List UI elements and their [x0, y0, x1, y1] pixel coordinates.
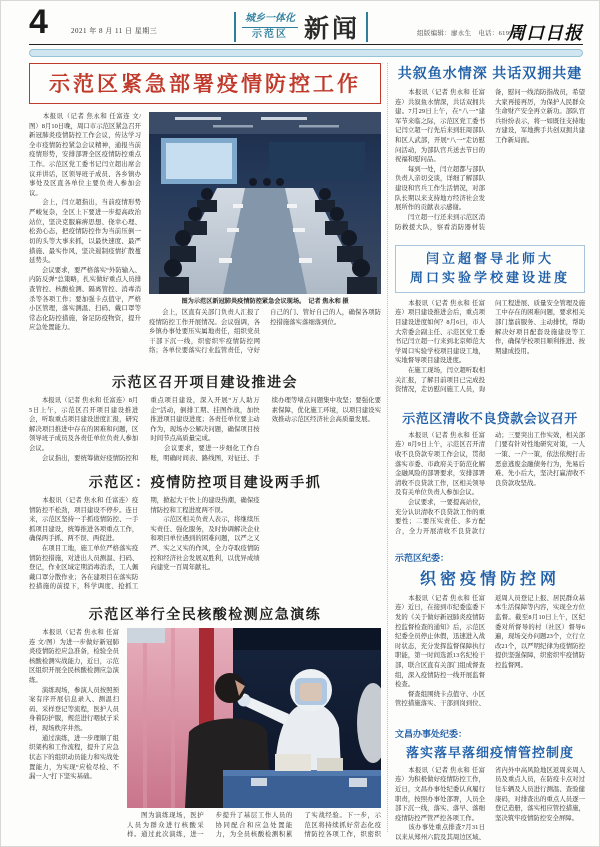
- meeting-photo: [149, 112, 381, 294]
- masthead-divider-right: [366, 12, 368, 42]
- headline-school-inspect-line1: 闫立超督导北师大: [425, 251, 554, 266]
- headline-army-bond: 共叙鱼水情深 共话双拥共建: [397, 67, 583, 82]
- headline-control-system: 落实落早落细疫情管控制度: [405, 744, 574, 760]
- article-drill: [29, 628, 381, 847]
- column-divider: [387, 63, 388, 832]
- drill-photo-captions: 图为演练现场，医护人员为群众进行核酸采样。通过此次演练，进一步提升了基层工作人员的协同配合和应急处置能力，为全员核酸检测积累了实战经验。下一步，示范区将持续抓好常态化疫情防控各项工作，织密织: [127, 812, 381, 839]
- main-column: [29, 63, 381, 847]
- date-line: 2021 年 8 月 11 日 星期三: [71, 27, 158, 35]
- editor-info: 组版编辑：廖永生 电话：6199516: [417, 30, 524, 37]
- article-school-inspect-body: 本报讯（记者 焦永和 任富连）项目建设推进会后，重点项目建设进度如何？8月6日，市人大常委会副主任、示范区党工委书记闫立超一行来到北京师范大学周口实验学校项目建设工地，实地督导项目建设进度。 在施工现场，闫立超听取相关汇报，了解目前项目已完成投资情况，走访慰问施工人员，询问工程进展、质量安全管理及施工中存在的困难问题，要求相关部门靠前服务、主动排忧，帮助解决好项目配套设施建设等工作，确保学校项目顺利推进、按期建成投用。: [395, 299, 585, 394]
- article-army-bond-body: 本报讯（记者 焦永和 任富连）共叙鱼水情深，共话双拥共建。7月29日上午，在“八一”建军节来临之际，示范区党工委书记闫立超一行先后来到驻周部队和区人武部，开展“八一”走访慰问活动，为部队官兵送去节日的祝福和慰问品。 每到一处，闫立超都与部队负责人亲切交谈，详细了解部队建设和官兵工作生活情况，对部队长期以来支持地方经济社会发展所作的贡献表示感谢。 闫立超一行还来到示范区消防救援大队，察看消防器材装备，慰问一线消防指战员，希望大家再接再厉，为保护人民群众生命财产安全再立新功。部队官兵纷纷表示，将一如既往支持地方建设，军地携手共创双拥共建工作新局面。: [395, 89, 585, 231]
- article-epidemic-deploy: [29, 112, 381, 366]
- section-line1: 城乡一体化: [242, 13, 298, 28]
- lead-headline-box: [29, 63, 381, 104]
- lead-headline: 示范区紧急部署疫情防控工作: [49, 72, 361, 96]
- article-two-hands-body: 本报讯（记者 焦永和 任富连）疫情防控不松劲，项目建设不停步。连日来，示范区坚持一手抓疫情防控、一手抓项目建设，统筹推进各项重点工作，确保两手抓、两不误、两促进。 在项目工地，施工单位严格落实疫情防控措施，对进出人员测温、扫码、登记，作业区域定期消毒消杀，工人佩戴口罩分散作业；各在建项目在落实防控措施的前提下，科学调度、抢抓工期，掀起大干快上的建设热潮，确保疫情防控和工程进度两不误。 示范区相关负责人表示，将继续压实责任、强化服务，及时协调解决企业和项目单位遇到的困难问题，以严之又严、实之又实的作风，全力夺取疫情防控和经济社会发展双胜利，以优异成绩向建党一百周年献礼。: [29, 497, 260, 591]
- article-project-meeting-body: 本报讯（记者 焦永和 任富连）8月5日上午，示范区召开项目建设推进会，听取重点项目建设进度汇报，研究解决项目推进中存在的困难和问题，区领导班子成员及各责任单位负责人参加会议。 会议指出，要统筹做好疫情防控和重点项目建设，深入开展“万人助万企”活动，倒排工期、挂图作战，加快推进项目建设进度；各责任单位要主动作为，现场办公解决问题，确保项目按时间节点高质量完成。 会议要求，要进一步细化工作台账，明确时间表、路线图，对征迁、手续办理等堵点问题集中攻坚；要强化要素保障，优化施工环境，以项目建设实效推动示范区经济社会高质量发展。: [29, 397, 381, 462]
- photo-caption: 图为示范区新冠肺炎疫情防控紧急会议现场。 记者 焦永和 摄: [181, 298, 349, 305]
- section-title: 新闻: [304, 16, 361, 43]
- article-loan-meeting-body: 本报讯（记者 焦永和 任富连）8月9日上午，示范区召开清收不良贷款专项工作会议，贯彻落实市委、市政府关于防范化解金融风险的部署要求，安排部署清收不良贷款工作，区相关领导及有关单位负责人参加会议。 会议要求，一要提高站位，充分认识清收不良贷款工作的重要性；二要压实责任、多方配合，全力开展清收不良贷款行动；三要突出工作实效，相关部门要有针对性地研究对策，一人一策、一户一策，依法依规打击恶意逃废金融债务行为，先易后难、先小后大，坚决打赢清收不良贷款攻坚战。: [395, 431, 585, 535]
- headline-two-hands: 示范区：疫情防控项目建设两手抓: [88, 476, 322, 491]
- headline-project-meeting: 示范区召开项目建设推进会: [112, 376, 298, 391]
- drill-photo-block: [127, 628, 381, 847]
- page-number: 4: [29, 3, 48, 41]
- masthead-divider-left: [234, 12, 236, 42]
- section-fraction: [242, 13, 298, 41]
- headline-drill: 示范区举行全民核酸检测应急演练: [88, 608, 322, 623]
- side-column: [395, 63, 585, 844]
- headline-loan-meeting: 示范区清收不良贷款会议召开: [402, 410, 578, 426]
- article-body-below-photo: 会上，区直有关部门负责人汇报了疫情防控工作开展情况。会议强调，各乡镇办事处要压实属地责任，组织党员干部下沉一线，织密织牢疫情防控网络；各单位要落实行业监管责任，守好自己的门、管好自己的人，确保各项防控措施落实落细落到位。: [149, 309, 381, 355]
- headline-school-inspect-box: [395, 245, 585, 293]
- kicker-wenchang-commission: 文昌办事处纪委：: [395, 728, 468, 739]
- article-control-system-body: 本报讯（记者 焦永和 任富连）为积极做好疫情防控工作，近日，文昌办事处纪委认真履行职责，按照办事处部署，人员全部下沉一线，落实、落早、落细疫情防控严管严控各项工作。 该办事处重点排查7月31日以来从郑州六院及其周边区域、省内外中高风险地区返周来周人员及重点人员，在防疫卡点对过往车辆及人员进行测温、查验健康码，对排查出的重点人员逐一登记造册，落实相应管控措施，坚决筑牢疫情防控安全屏障。: [395, 766, 585, 841]
- article-photo-block: [149, 112, 381, 366]
- header-accent-bar: [29, 49, 583, 57]
- header-rule: [29, 44, 583, 45]
- kicker-district-commission: 示范区纪委：: [395, 552, 450, 563]
- drill-body-left: 本报讯（记者 焦永和 任富连 文/图）为进一步做好新冠肺炎疫情防控应急准备，检验全员核酸检测实战能力，近日，示范区组织开展全民核酸检测应急演练。 演练现场，参演人员按照预案有序开展信息录入、测温扫码、采样登记等流程，医护人员身着防护服，规范进行咽拭子采样，现场秩序井然。 通过演练，进一步理顺了组织架构和工作流程，提升了应急状态下的组织动员能力和实战处置能力，为实现“应检尽检、不漏一人”打下坚实基础。: [29, 629, 119, 781]
- testing-photo: [127, 628, 381, 808]
- section-line2: 示范区: [252, 28, 288, 40]
- article-body-left: 本报讯（记者 焦永和 任富连 文/图）8月10日晚，周口市示范区紧急召开新冠肺炎疫情防控工作会议，传达学习全市疫情防控紧急会议精神，通报当前疫情形势，安排部署全区疫情防控重点工作。示范区党工委书记闫立超出席会议并讲话，区领导班子成员、各乡镇办事处及区直各单位主要负责人参加会议。 会上，闫立超指出，当前疫情形势严峻复杂，全区上下要进一步提高政治站位，坚决克服麻痹思想、侥幸心理、松劲心态，把疫情防控作为当前压倒一切的头等大事来抓，以最快速度、最严措施、最实作风，坚决遏制疫情扩散蔓延势头。 会议要求，要严格落实“外防输入、内防反弹”总策略，扎实做好重点人员排查管控、核酸检测、隔离管控、消毒消杀等各项工作；要加强卡点值守，严格小区管理，落实测温、扫码、戴口罩等常态化防控措施，备足防疫物资，提升应急处置能力。: [29, 113, 141, 332]
- page-header: [29, 3, 583, 43]
- headline-control-net: 织密疫情防控网: [419, 570, 560, 588]
- article-control-net-body: 本报讯（记者 焦永和 任富连）近日，在接到市纪委监委下发的《关于做好新冠肺炎疫情防控监督检查的通知》后，示范区纪委全员停止休假，迅速进入战时状态，充分发挥监督保障执行职能，第一时间选派13名纪检干部，联合区直有关部门组成督查组，深入疫情防控一线开展监督检查。 督查组围绕卡点值守、小区管控措施落实、干部到岗到位、返周人员登记上报、居民群众基本生活保障等内容，实现全方位监督。截至8月10日上午，区纪委对所督导的村（社区）督导6遍，现场交办问题23个，立行立改21个，以严明纪律为疫情防控提供坚强保障，织密织牢疫情防控监督网。: [395, 594, 585, 708]
- section-masthead: [234, 9, 368, 45]
- headline-school-inspect-line2: 周口实验学校建设进度: [409, 269, 570, 285]
- newspaper-name: 周口日报: [507, 23, 583, 43]
